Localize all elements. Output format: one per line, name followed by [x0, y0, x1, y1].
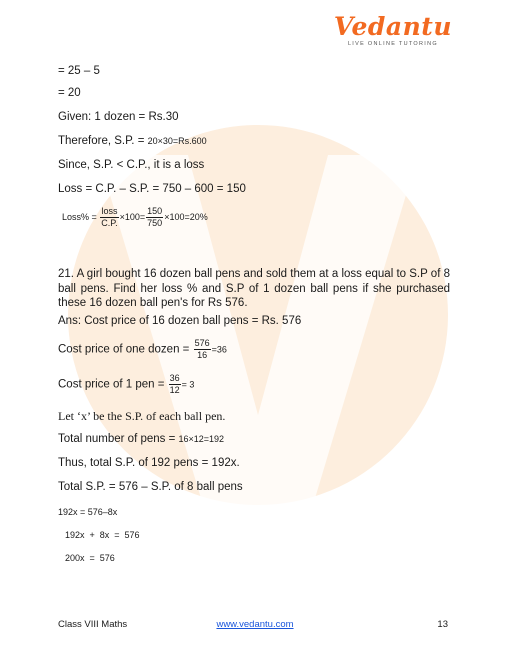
logo-tagline: LIVE ONLINE TUTORING — [347, 41, 438, 47]
step-line: = 20 — [58, 87, 81, 99]
fraction-numerator: 150 — [147, 206, 163, 216]
answer-line: Ans: Cost price of 16 dozen ball pens = Rs. 576 — [58, 315, 302, 327]
cost-dozen-text: Cost price of one dozen = — [58, 343, 193, 356]
total-pens-text: Total number of pens = — [58, 433, 179, 445]
footer-class-label: Class VIII Maths — [58, 619, 128, 630]
footer-link-wrapper — [0, 619, 510, 630]
equals-sign: = — [91, 211, 97, 222]
dozen-fraction — [194, 338, 211, 361]
sp-line — [58, 135, 207, 147]
footer-website-link[interactable]: www.vedantu.com — [216, 619, 294, 630]
fraction-numerator: 576 — [194, 338, 210, 348]
sp-text: Therefore, S.P. = — [58, 135, 148, 147]
given-line: Given: 1 dozen = Rs.30 — [58, 111, 179, 123]
vedantu-logo — [334, 14, 452, 47]
pen-fraction — [169, 373, 181, 396]
loss-statement: Since, S.P. < C.P., it is a loss — [58, 159, 205, 171]
loss-result: ×100=20% — [164, 211, 208, 222]
fraction-numerator: loss — [101, 206, 118, 216]
loss-calc: Loss = C.P. – S.P. = 750 – 600 = 150 — [58, 183, 246, 195]
loss-fraction — [100, 206, 118, 229]
fraction-denominator: C.P. — [101, 218, 118, 228]
cost-one-pen — [58, 373, 194, 396]
pen-result: = 3 — [181, 379, 195, 390]
fraction-numerator: 36 — [169, 373, 180, 383]
total-pens-math: 16×12=192 — [178, 434, 225, 444]
total-sp-equation: Total S.P. = 576 – S.P. of 8 ball pens — [58, 481, 243, 493]
total-sp-line: Thus, total S.P. of 192 pens = 192x. — [58, 457, 240, 469]
step-line: = 25 – 5 — [58, 65, 100, 77]
page-number: 13 — [437, 619, 448, 630]
logo-wordmark: Vedantu — [333, 12, 452, 41]
loss-percent-formula — [62, 206, 208, 229]
total-pens-line — [58, 433, 224, 445]
equation-line: 192x + 8x = 576 — [65, 530, 140, 540]
question-21: 21. A girl bought 16 dozen ball pens and sold them at a loss equal to S.P of 8 ball pens. Find her loss % and S.P of 1 dozen ball pens if she purchased these 16 dozen ball pen's for Rs 576. — [58, 268, 450, 309]
sp-math: 20×30=Rs.600 — [147, 136, 207, 146]
equation-line: 192x = 576–8x — [58, 507, 118, 517]
fraction-denominator: 16 — [197, 350, 208, 360]
dozen-result: =36 — [211, 344, 227, 355]
cost-one-dozen — [58, 338, 227, 361]
times-hundred: ×100= — [119, 211, 146, 222]
loss-percent-label: Loss% — [62, 211, 92, 222]
value-fraction — [146, 206, 163, 229]
equation-line: 200x = 576 — [65, 553, 115, 563]
fraction-denominator: 12 — [169, 385, 180, 395]
fraction-denominator: 750 — [147, 218, 163, 228]
let-x-line: Let ‘x’ be the S.P. of each ball pen. — [58, 409, 226, 423]
cost-pen-text: Cost price of 1 pen = — [58, 378, 168, 391]
